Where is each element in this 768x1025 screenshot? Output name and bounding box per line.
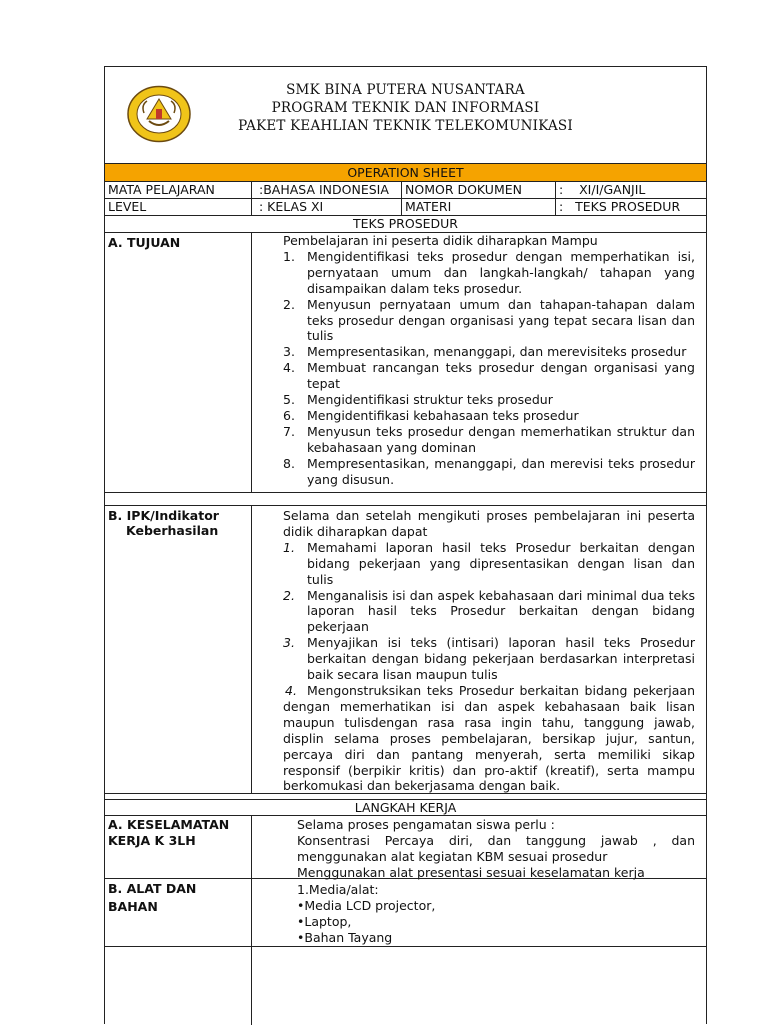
list-item: 5. Mengidentifikasi struktur teks prosedur: [283, 392, 553, 408]
list-item: 4. Membuat rancangan teks prosedur dengan organisasi yang tepat: [283, 360, 695, 392]
list-item: 2. Menganalisis isi dan aspek kebahasaan dari minimal dua teks laporan hasil teks Prosedur berkaitan dengan bidang pekerjaan: [283, 587, 695, 635]
mata-pelajaran-label: MATA PELAJARAN: [108, 182, 215, 197]
level-value: : KELAS XI: [259, 199, 324, 214]
tujuan-label: A. TUJUAN: [108, 235, 181, 250]
keselamatan-label: A. KESELAMATAN KERJA K 3LH: [108, 817, 230, 848]
ipk-intro: Selama dan setelah mengikuti proses pembelajaran ini peserta didik diharapkan dapat: [283, 508, 695, 539]
langkah-kerja-title: LANGKAH KERJA: [354, 800, 457, 815]
operation-sheet-title: OPERATION SHEET: [347, 165, 464, 180]
list-item: 6. Mengidentifikasi kebahasaan teks prosedur: [283, 407, 579, 423]
nomor-dokumen-value: : XI/I/GANJIL: [559, 182, 646, 197]
mata-pelajaran-value: :BAHASA INDONESIA: [259, 182, 389, 197]
list-item: 2. Menyusun pernyataan umum dan tahapan-tahapan dalam teks prosedur dengan organisasi yang tepat secara lisan dan tulis: [283, 296, 695, 344]
materi-label: MATERI: [405, 199, 452, 214]
ipk-label: B. IPK/Indikator Keberhasilan: [108, 508, 219, 538]
list-item: •Bahan Tayang: [297, 929, 393, 945]
keselamatan-line-3: Menggunakan alat presentasi sesuai keselamatan kerja: [297, 864, 645, 880]
list-item: •Media LCD projector,: [297, 897, 436, 913]
keselamatan-line-1: Selama proses pengamatan siswa perlu :: [297, 817, 555, 832]
materi-value: : TEKS PROSEDUR: [559, 199, 681, 214]
tujuan-list: [283, 249, 695, 488]
list-item: 8. Mempresentasikan, menanggapi, dan merevisi teks prosedur yang disusun.: [283, 455, 695, 487]
list-item: 3. Mempresentasikan, menanggapi, dan merevisiteks prosedur: [283, 344, 687, 360]
tujuan-intro: Pembelajaran ini peserta didik diharapkan Mampu: [283, 233, 598, 248]
list-item: •Laptop,: [297, 913, 352, 929]
ipk-content: [283, 508, 695, 794]
school-name: SMK BINA PUTERA NUSANTARA: [286, 82, 525, 98]
list-item: 1. Mengidentifikasi teks prosedur dengan memperhatikan isi, pernyataan umum dan langkah-langkah/ tahapan yang disampaikan dalam teks prosedur.: [283, 248, 695, 296]
ipk-list: [283, 540, 695, 683]
list-item: 7. Menyusun teks prosedur dengan memerhatikan struktur dan kebahasaan yang dominan: [283, 423, 695, 455]
list-item: 1. Memahami laporan hasil teks Prosedur berkaitan dengan bidang pekerjaan yang dipresentasikan dengan lisan dan tulis: [283, 539, 695, 587]
nomor-dokumen-label: NOMOR DOKUMEN: [405, 182, 522, 197]
paket-keahlian: PAKET KEAHLIAN TEKNIK TELEKOMUNIKASI: [238, 118, 573, 134]
section-title: TEKS PROSEDUR: [353, 216, 458, 231]
keselamatan-content: [297, 817, 695, 881]
alat-bahan-content: [297, 882, 695, 946]
level-label: LEVEL: [108, 199, 147, 214]
ipk-item-4: 4. Mengonstruksikan teks Prosedur berkaitan bidang pekerjaan dengan memerhatikan isi dan aspek kebahasaan baik lisan maupun tulisdengan rasa rasa ingin tahu, tanggung jawab, displin selama proses pembelajaran, bersikap jujur, santun, percaya diri dan pantang menyerah, serta memiliki sikap responsif (berpikir kritis) dan pro-aktif (kreatif), serta mampu berkomukasi dan bekerjasama dengan baik.: [283, 682, 695, 794]
alat-bahan-label: B. ALAT DAN BAHAN: [108, 881, 197, 914]
list-item: 3. Menyajikan isi teks (intisari) laporan hasil teks Prosedur berkaitan dengan bidang pekerjaan berdasarkan interpretasi baik secara lisan maupun tulis: [283, 635, 695, 683]
keselamatan-line-2: Konsentrasi Percaya diri, dan tanggung jawab , dan menggunakan alat kegiatan KBM sesuai prosedur: [297, 832, 695, 864]
operation-sheet-document: [104, 66, 707, 1024]
tujuan-content: [283, 233, 695, 488]
alat-heading: 1.Media/alat:: [297, 882, 379, 897]
program-name: PROGRAM TEKNIK DAN INFORMASI: [271, 100, 540, 116]
